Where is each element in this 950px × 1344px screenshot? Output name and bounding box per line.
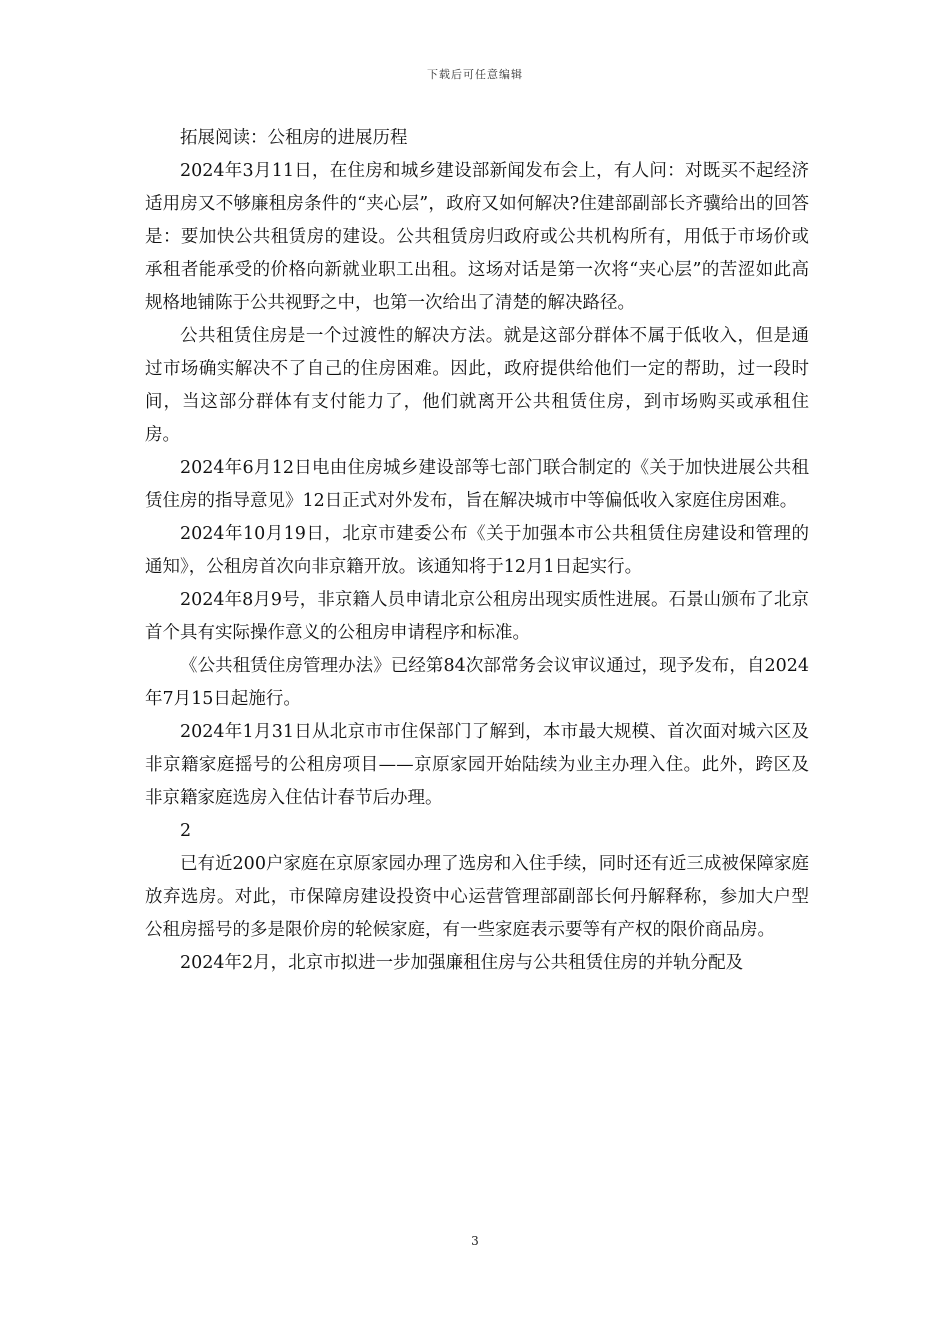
paragraph: 公共租赁住房是一个过渡性的解决方法。就是这部分群体不属于低收入，但是通过市场确实解决不了自己的住房困难。因此，政府提供给他们一定的帮助，过一段时间，当这部分群体有支付能力了，他们就离开公共租赁住房，到市场购买或承租住房。 xyxy=(145,326,809,445)
paragraph: 2024年3月11日，在住房和城乡建设部新闻发布会上，有人问：对既买不起经济适用房又不够廉租房条件的“夹心层”，政府又如何解决?住建部副部长齐骥给出的回答是：要加快公共租赁房的建设。公共租赁房归政府或公共机构所有，用低于市场价或承租者能承受的价格向新就业职工出租。这场对话是第一次将“夹心层”的苦涩如此高规格地铺陈于公共视野之中，也第一次给出了清楚的解决路径。 xyxy=(145,161,809,313)
section-title: 拓展阅读：公租房的进展历程 xyxy=(180,128,408,148)
page-header: 下载后可任意编辑 xyxy=(427,68,523,81)
page-number: 3 xyxy=(471,1234,479,1248)
paragraph: 《公共租赁住房管理办法》已经第84次部常务会议审议通过，现予发布，自2024年7月15日起施行。 xyxy=(145,656,809,709)
paragraph: 2024年1月31日从北京市市住保部门了解到，本市最大规模、首次面对城六区及非京籍家庭摇号的公租房项目——京原家园开始陆续为业主办理入住。此外，跨区及非京籍家庭选房入住估计春节后办理。 xyxy=(145,722,809,808)
paragraph: 2024年6月12日电由住房城乡建设部等七部门联合制定的《关于加快进展公共租赁住房的指导意见》12日正式对外发布，旨在解决城市中等偏低收入家庭住房困难。 xyxy=(145,458,809,511)
document-body xyxy=(145,122,809,980)
paragraph: 2024年2月，北京市拟进一步加强廉租住房与公共租赁住房的并轨分配及 xyxy=(180,953,744,973)
paragraph: 2 xyxy=(180,821,192,841)
paragraph: 2024年8月9号，非京籍人员申请北京公租房出现实质性进展。石景山颁布了北京首个具有实际操作意义的公租房申请程序和标准。 xyxy=(145,590,809,643)
paragraph: 已有近200户家庭在京原家园办理了选房和入住手续，同时还有近三成被保障家庭放弃选房。对此，市保障房建设投资中心运营管理部副部长何丹解释称，参加大户型公租房摇号的多是限价房的轮候家庭，有一些家庭表示要等有产权的限价商品房。 xyxy=(145,854,809,940)
paragraph: 2024年10月19日，北京市建委公布《关于加强本市公共租赁住房建设和管理的通知》，公租房首次向非京籍开放。该通知将于12月1日起实行。 xyxy=(145,524,809,577)
